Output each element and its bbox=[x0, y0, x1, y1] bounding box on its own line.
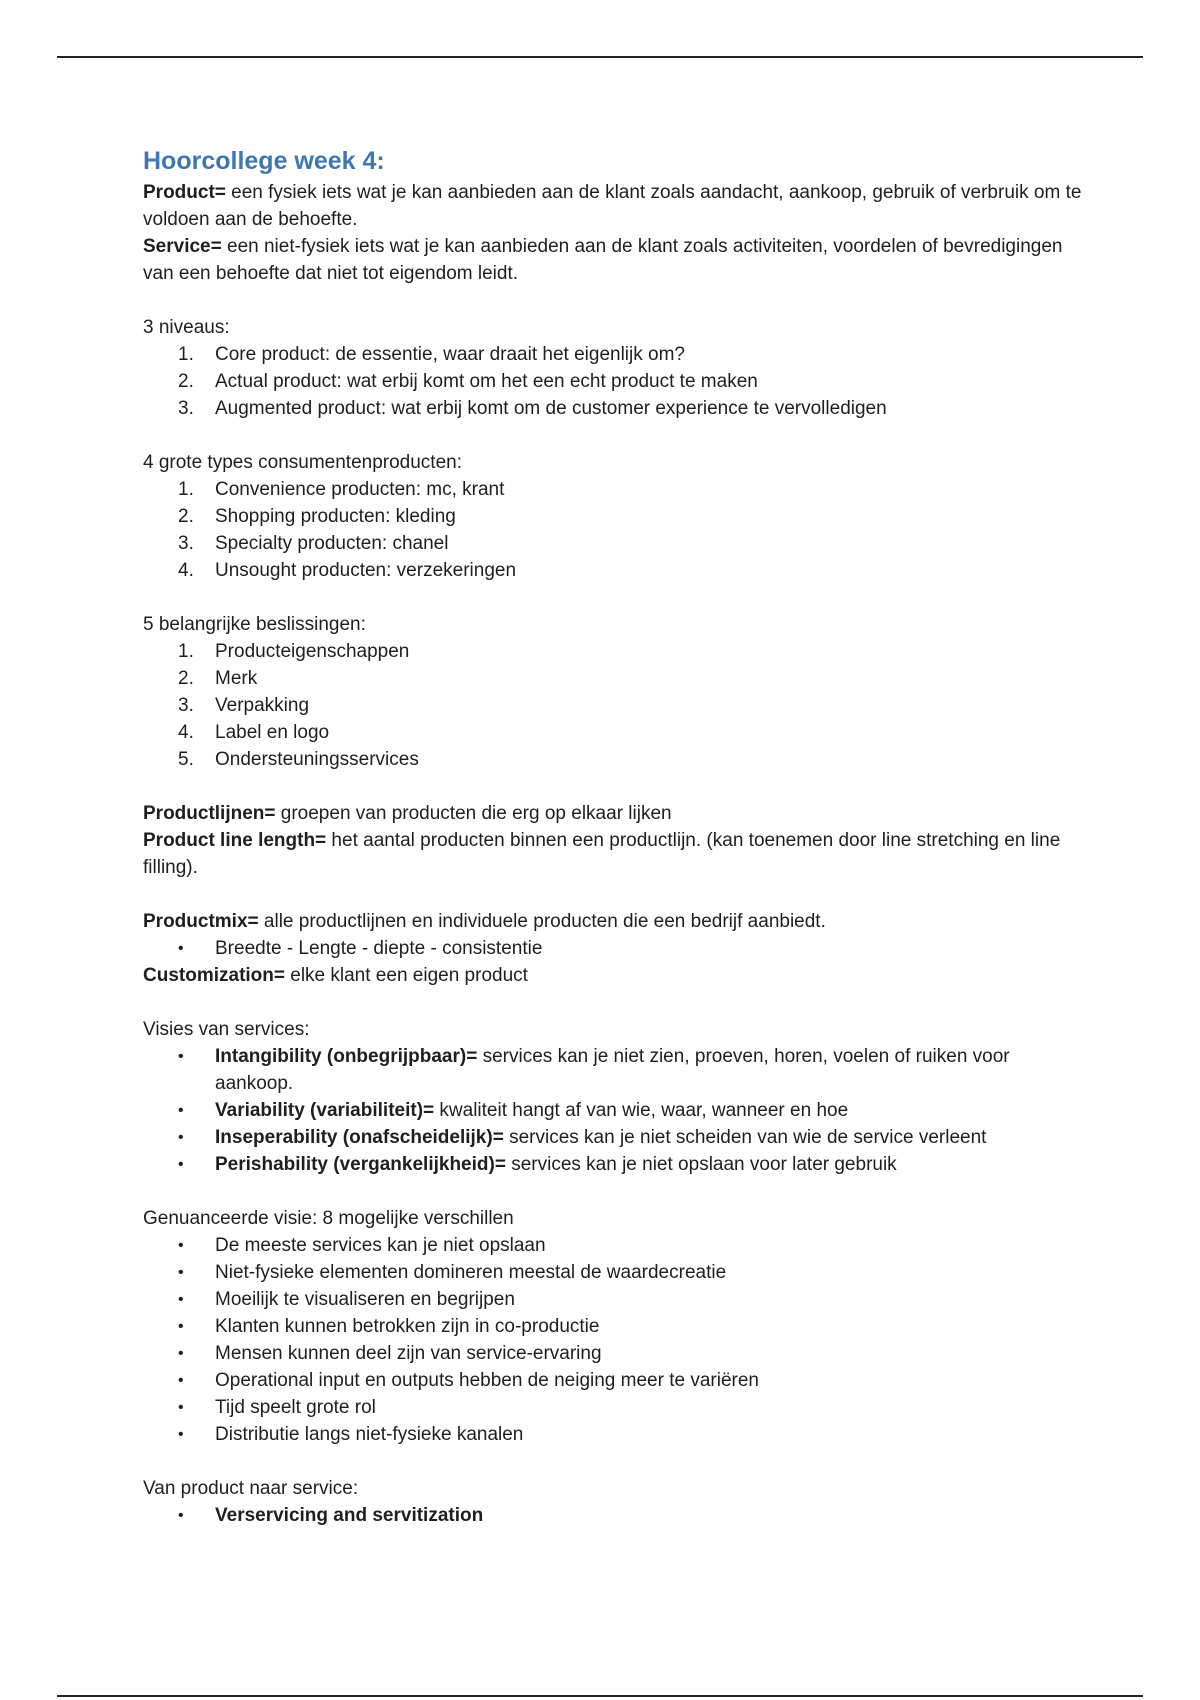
definition-text: een niet-fysiek iets wat je kan aanbieden aan de klant zoals activiteiten, voordelen of bevredigingen van een behoefte dat niet tot eigendom leidt. bbox=[143, 236, 1063, 284]
term-product-line-length: Product line length= bbox=[143, 830, 327, 851]
list-item: 4. Unsought producten: verzekeringen bbox=[178, 560, 517, 581]
bullet-icon: • bbox=[178, 1237, 184, 1254]
term-customization: Customization= bbox=[143, 965, 285, 986]
bullet-icon: • bbox=[178, 1048, 184, 1065]
list-item: • Breedte - Lengte - diepte - consistentie bbox=[215, 935, 1083, 962]
list-item: 3. Verpakking bbox=[178, 695, 310, 716]
definition-text: een fysiek iets wat je kan aanbieden aan de klant zoals aandacht, aankoop, gebruik of verbruik om te voldoen aan de behoefte. bbox=[143, 182, 1082, 230]
niveaus-heading: 3 niveaus: bbox=[143, 317, 230, 338]
term-service: Service= bbox=[143, 236, 222, 257]
list-item: • Variability (variabiliteit)= kwaliteit hangt af van wie, waar, wanneer en hoe bbox=[215, 1097, 1083, 1124]
list-item: • Verservicing and servitization bbox=[215, 1502, 1083, 1529]
bullet-icon: • bbox=[178, 1372, 184, 1389]
list-item: 5. Ondersteuningsservices bbox=[178, 749, 419, 770]
bullet-icon: • bbox=[178, 1399, 184, 1416]
niveaus-list bbox=[143, 341, 1083, 422]
bullet-icon: • bbox=[178, 940, 184, 957]
page-title: Hoorcollege week 4: bbox=[143, 147, 385, 175]
bullet-icon: • bbox=[178, 1156, 184, 1173]
beslissingen-list bbox=[143, 638, 1083, 773]
visies-list bbox=[143, 1043, 1083, 1178]
definition-product bbox=[143, 179, 1083, 233]
bullet-icon: • bbox=[178, 1345, 184, 1362]
genuanceerde-heading: Genuanceerde visie: 8 mogelijke verschillen bbox=[143, 1208, 514, 1229]
term-productlijnen: Productlijnen= bbox=[143, 803, 276, 824]
list-item: 2. Shopping producten: kleding bbox=[178, 506, 456, 527]
list-item: 1. Convenience producten: mc, krant bbox=[178, 479, 505, 500]
list-item: • Operational input en outputs hebben de neiging meer te variëren bbox=[215, 1367, 1083, 1394]
list-item: 2. Merk bbox=[178, 668, 258, 689]
definition-productmix: Productmix= alle productlijnen en individuele producten die een bedrijf aanbiedt. bbox=[143, 911, 826, 932]
list-item: 1. Producteigenschappen bbox=[178, 641, 410, 662]
list-item: • Distributie langs niet-fysieke kanalen bbox=[215, 1421, 1083, 1448]
document-body bbox=[143, 145, 1083, 1529]
list-item: 1. Core product: de essentie, waar draait het eigenlijk om? bbox=[178, 344, 685, 365]
list-item: • De meeste services kan je niet opslaan bbox=[215, 1232, 1083, 1259]
list-item: • Niet-fysieke elementen domineren meestal de waardecreatie bbox=[215, 1259, 1083, 1286]
list-item: 3. Augmented product: wat erbij komt om de customer experience te vervolledigen bbox=[178, 398, 887, 419]
definition-service bbox=[143, 233, 1083, 287]
list-item: • Klanten kunnen betrokken zijn in co-productie bbox=[215, 1313, 1083, 1340]
bullet-icon: • bbox=[178, 1507, 184, 1524]
bullet-icon: • bbox=[178, 1264, 184, 1281]
list-item: 3. Specialty producten: chanel bbox=[178, 533, 449, 554]
term-product: Product= bbox=[143, 182, 226, 203]
genuanceerde-list bbox=[143, 1232, 1083, 1448]
beslissingen-heading: 5 belangrijke beslissingen: bbox=[143, 614, 366, 635]
visies-heading: Visies van services: bbox=[143, 1019, 310, 1040]
definition-product-line-length: Product line length= het aantal producten binnen een productlijn. (kan toenemen door line stretching en line filling). bbox=[143, 830, 1061, 878]
list-item: • Perishability (vergankelijkheid)= services kan je niet opslaan voor later gebruik bbox=[215, 1151, 1083, 1178]
definition-customization: Customization= elke klant een eigen product bbox=[143, 965, 528, 986]
van-product-list bbox=[143, 1502, 1083, 1529]
productmix-list bbox=[143, 935, 1083, 962]
definition-productlijnen: Productlijnen= groepen van producten die erg op elkaar lijken bbox=[143, 803, 672, 824]
bullet-icon: • bbox=[178, 1426, 184, 1443]
footer-rule bbox=[57, 1695, 1143, 1697]
bullet-icon: • bbox=[178, 1291, 184, 1308]
list-item: • Mensen kunnen deel zijn van service-ervaring bbox=[215, 1340, 1083, 1367]
bullet-icon: • bbox=[178, 1102, 184, 1119]
types-heading: 4 grote types consumentenproducten: bbox=[143, 452, 462, 473]
list-item: • Tijd speelt grote rol bbox=[215, 1394, 1083, 1421]
list-item: • Intangibility (onbegrijpbaar)= services kan je niet zien, proeven, horen, voelen of ruiken voor aankoop. bbox=[215, 1043, 1083, 1097]
term-productmix: Productmix= bbox=[143, 911, 259, 932]
types-list bbox=[143, 476, 1083, 584]
list-item: 2. Actual product: wat erbij komt om het een echt product te maken bbox=[178, 371, 758, 392]
header-rule bbox=[57, 56, 1143, 58]
list-item: 4. Label en logo bbox=[178, 722, 330, 743]
bullet-icon: • bbox=[178, 1129, 184, 1146]
bullet-icon: • bbox=[178, 1318, 184, 1335]
van-product-heading: Van product naar service: bbox=[143, 1478, 359, 1499]
list-item: • Moeilijk te visualiseren en begrijpen bbox=[215, 1286, 1083, 1313]
list-item: • Inseperability (onafscheidelijk)= services kan je niet scheiden van wie de service verleent bbox=[215, 1124, 1083, 1151]
